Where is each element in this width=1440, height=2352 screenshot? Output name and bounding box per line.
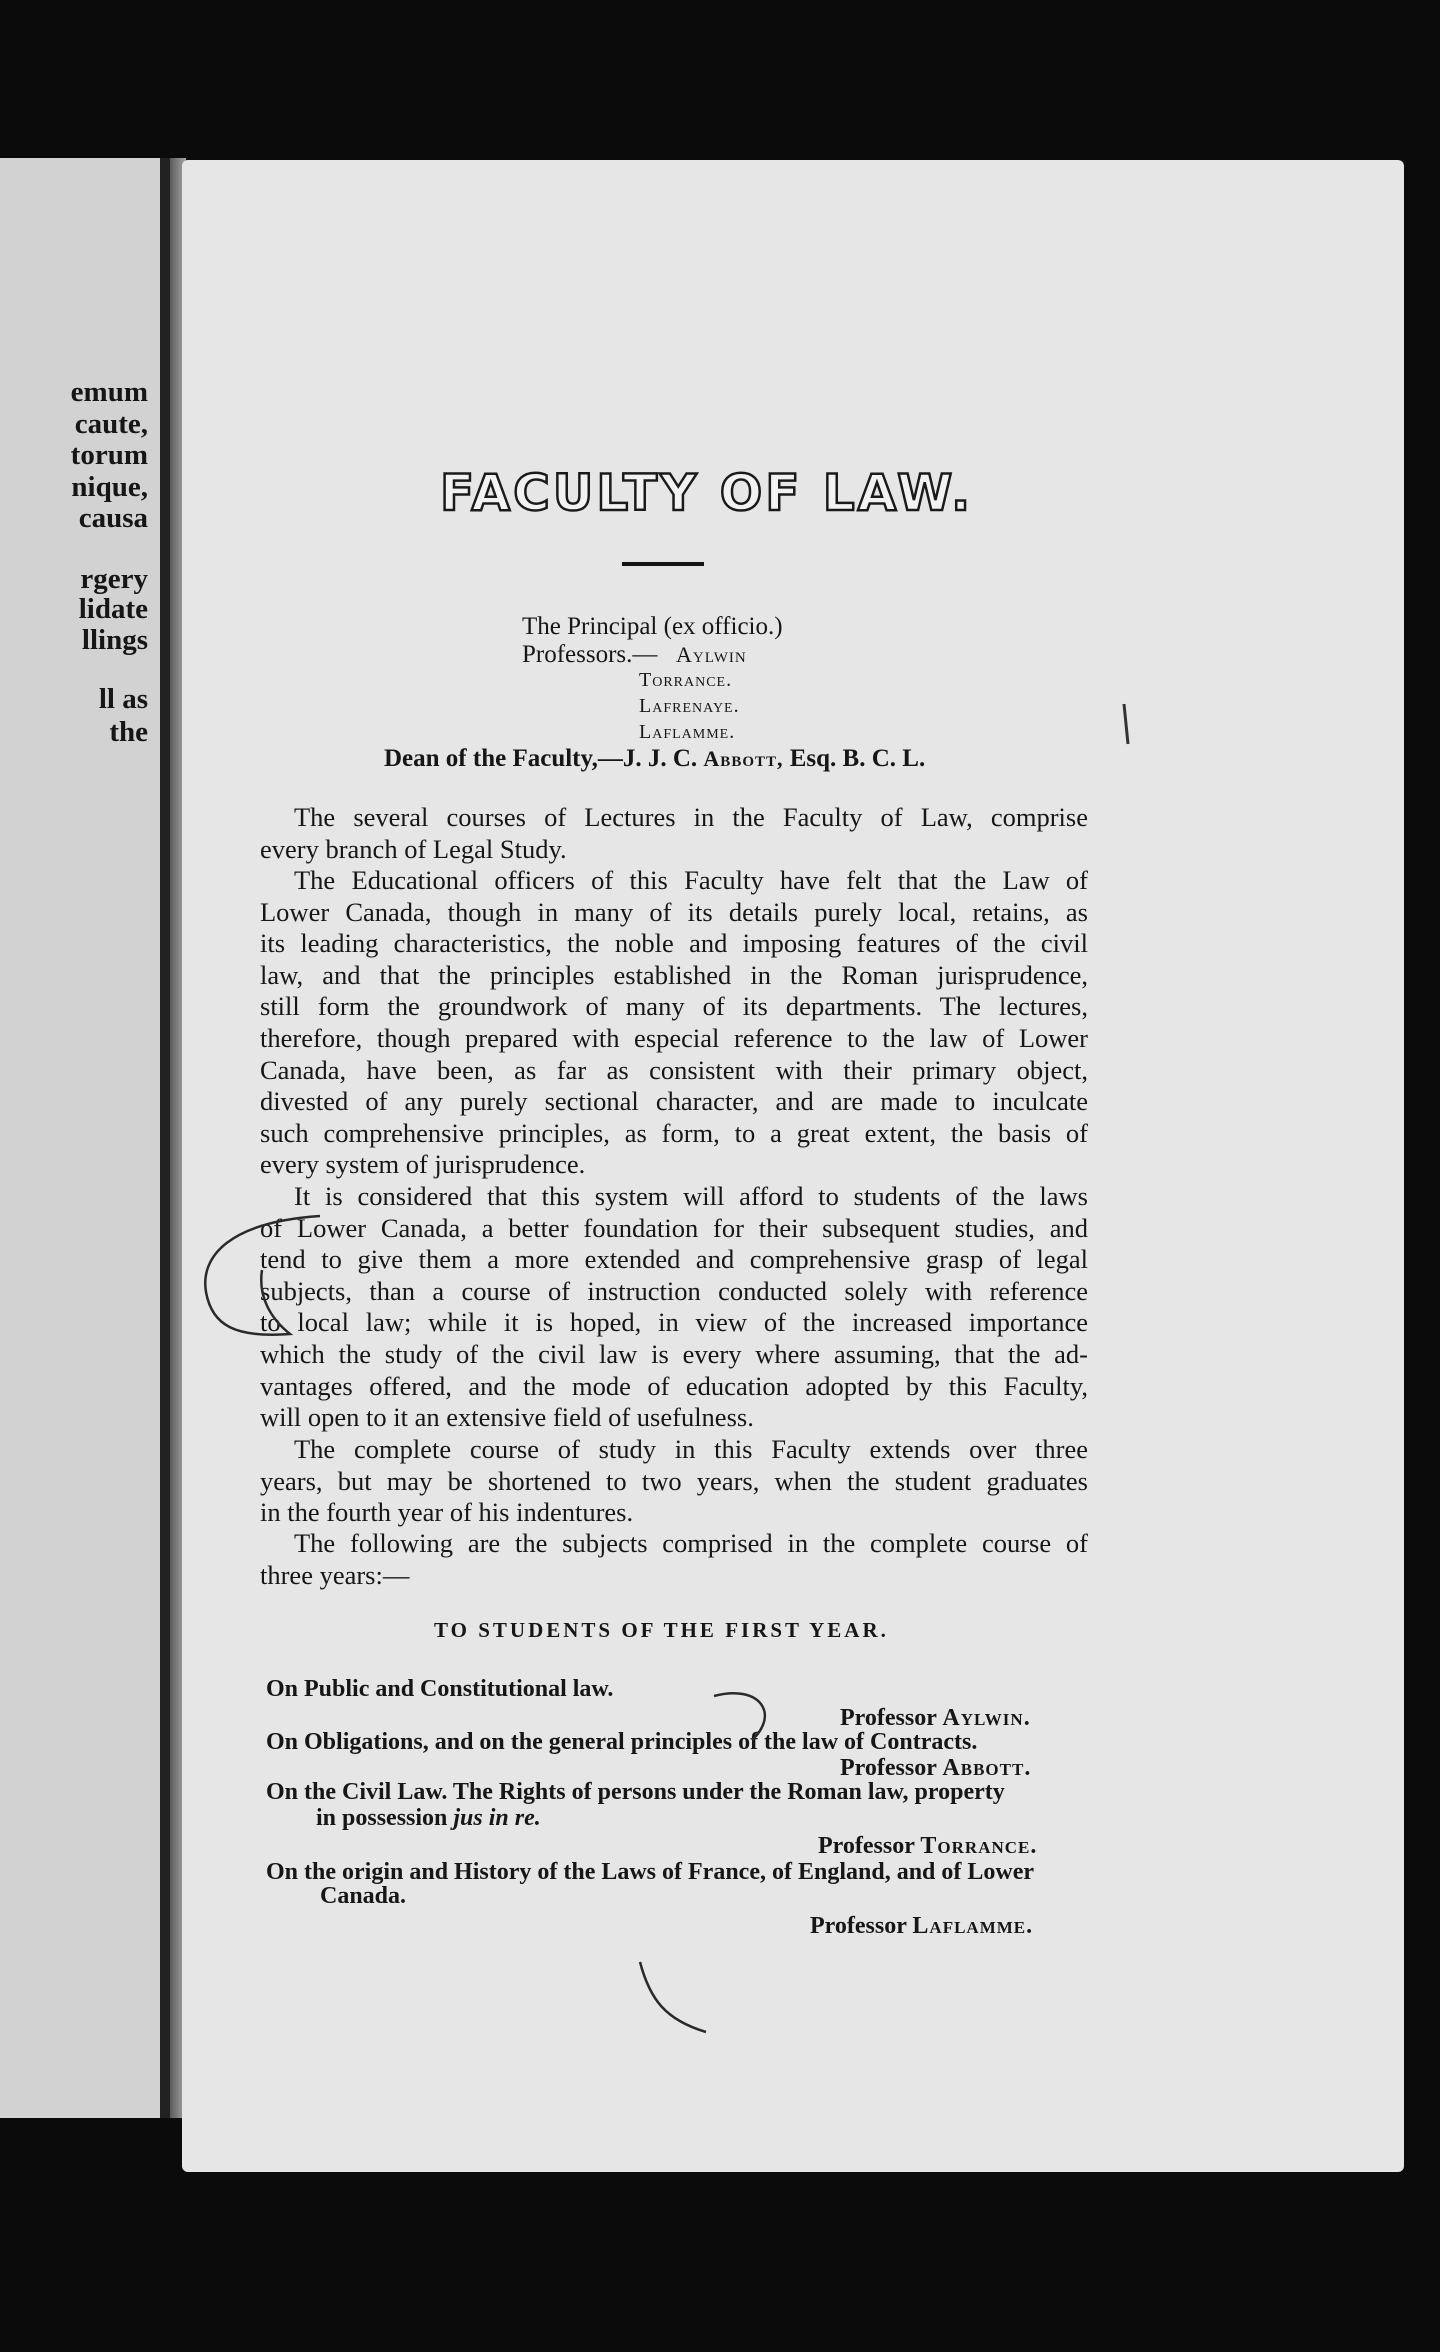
paragraph-line: The following are the subjects comprised in the complete course of xyxy=(294,1528,1088,1558)
course-line: On the Civil Law. The Rights of persons under the Roman law, property xyxy=(266,1779,1005,1805)
professors-label: Professors.— xyxy=(522,641,658,668)
dean-label: Dean of the Faculty,—J. J. C. xyxy=(384,745,704,772)
paragraph-line: which the study of the civil law is every where assuming, that the ad- xyxy=(260,1338,1088,1369)
left-page-line: rgery xyxy=(80,563,148,595)
left-page-fragment xyxy=(0,158,170,2118)
paragraph-line: divested of any purely sectional character, and are made to inculcate xyxy=(260,1086,1088,1117)
left-page-line: causa xyxy=(78,502,148,534)
left-page-line: torum xyxy=(70,439,148,471)
paragraph-line: in the fourth year of his indentures. xyxy=(260,1497,634,1528)
course-line: Canada. xyxy=(320,1883,407,1909)
left-page-line: llings xyxy=(81,624,148,656)
paragraph-line: vantages offered, and the mode of education adopted by this Faculty, xyxy=(260,1370,1088,1401)
left-page-line: the xyxy=(109,716,148,748)
professor-name: Lafrenaye. xyxy=(639,695,740,717)
paragraph-line: law, and that the principles established in the Roman jurisprudence, xyxy=(260,959,1088,990)
course-professor xyxy=(818,1834,1037,1858)
left-page-line: ll as xyxy=(98,683,148,715)
paragraph-line: of Lower Canada, a better foundation for their subsequent studies, and xyxy=(260,1212,1088,1243)
left-page-line: nique, xyxy=(71,471,148,503)
paragraph-line: Lower Canada, though in many of its details purely local, retains, as xyxy=(260,896,1088,927)
professor-name: Torrance. xyxy=(639,669,733,691)
left-page-line: caute, xyxy=(74,408,148,440)
course-professor xyxy=(840,1706,1031,1730)
paragraph xyxy=(260,1434,1088,1529)
paragraph-line: its leading characteristics, the noble and imposing features of the civil xyxy=(260,928,1088,959)
professor-name: Laflamme. xyxy=(912,1913,1034,1939)
section-heading: TO STUDENTS OF THE FIRST YEAR. xyxy=(434,1618,889,1642)
principal-line: The Principal (ex officio.) xyxy=(522,613,783,640)
professor-name: Laflamme. xyxy=(639,721,736,743)
professor-label: Professor xyxy=(818,1833,921,1859)
professor-label: Professor xyxy=(810,1913,913,1939)
paragraph-line: three years:— xyxy=(260,1559,410,1590)
paragraph-line: It is considered that this system will afford to students of the laws xyxy=(294,1181,1088,1211)
paragraph xyxy=(260,1181,1088,1434)
course-line: On the origin and History of the Laws of France, of England, and of Lower xyxy=(266,1859,1035,1885)
paragraph-line: years, but may be shortened to two years, when the student graduates xyxy=(260,1465,1088,1496)
paragraph-line: tend to give them a more extended and comprehensive grasp of legal xyxy=(260,1244,1088,1275)
dean-line xyxy=(384,746,925,771)
paragraph xyxy=(260,865,1088,1181)
professor-label: Professor xyxy=(840,1705,943,1731)
professor-name: Aylwin. xyxy=(942,1705,1031,1731)
paragraph-line: every system of jurisprudence. xyxy=(260,1149,586,1180)
paragraph xyxy=(260,1528,1088,1591)
professor-label: Professor xyxy=(840,1755,943,1781)
course-professor xyxy=(840,1756,1031,1780)
dean-name: Abbott, xyxy=(703,746,784,771)
left-page-line: emum xyxy=(70,376,148,408)
course-subline-italic: jus in re. xyxy=(453,1805,541,1831)
paragraph-line: every branch of Legal Study. xyxy=(260,833,567,864)
dean-suffix: Esq. B. C. L. xyxy=(783,745,926,772)
paragraph-line: still form the groundwork of many of its departments. The lectures, xyxy=(260,991,1088,1022)
course-line: On Obligations, and on the general principles of the law of Contracts. xyxy=(266,1729,978,1755)
paragraph-line: subjects, than a course of instruction conducted solely with reference xyxy=(260,1275,1088,1306)
paragraph-line: will open to it an extensive field of usefulness. xyxy=(260,1402,754,1433)
course-subline xyxy=(316,1806,541,1830)
page-title: FACULTY OF LAW. xyxy=(440,464,974,522)
paragraph xyxy=(260,802,1088,865)
paragraph-line: The complete course of study in this Faculty extends over three xyxy=(294,1434,1088,1464)
paragraph-line: Canada, have been, as far as consistent with their primary object, xyxy=(260,1054,1088,1085)
paragraph-line: The Educational officers of this Faculty have felt that the Law of xyxy=(294,865,1088,895)
course-subline-text: in possession xyxy=(316,1805,454,1831)
paragraph-line: therefore, though prepared with especial reference to the law of Lower xyxy=(260,1022,1088,1053)
course-line: On Public and Constitutional law. xyxy=(266,1676,614,1702)
title-rule xyxy=(622,562,704,566)
left-page-line: lidate xyxy=(78,593,148,625)
professor-name: Abbott. xyxy=(942,1755,1032,1781)
paragraph-line: such comprehensive principles, as form, to a great extent, the basis of xyxy=(260,1117,1088,1148)
professor-name: Aylwin xyxy=(676,642,747,667)
course-professor xyxy=(810,1914,1033,1938)
paragraph-line: to local law; while it is hoped, in view of the increased importance xyxy=(260,1307,1088,1338)
professor-name: Torrance. xyxy=(920,1833,1038,1859)
paragraph-line: The several courses of Lectures in the Faculty of Law, comprise xyxy=(294,802,1088,832)
